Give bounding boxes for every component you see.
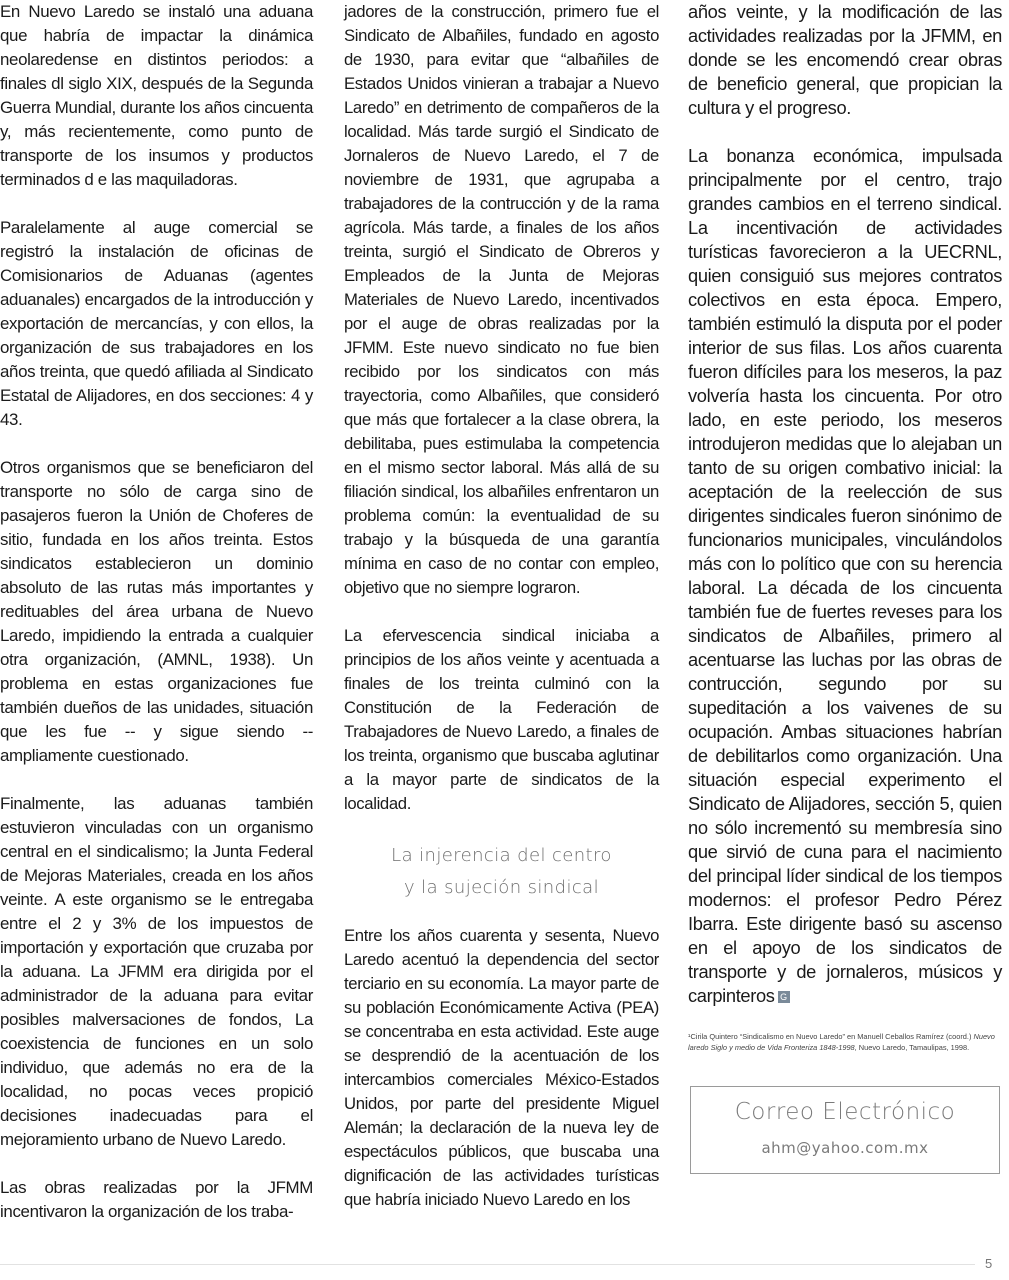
page-number: 5 bbox=[985, 1256, 993, 1271]
paragraph: jadores de la construcción, primero fue el Sindicato de Albañiles, fundado en agosto de 1930, para evitar que “albañiles de Estados Unidos vinieran a trabajar a Nuevo Laredo” en detrimento de compañeros de la localidad. Más tarde surgió el Sindicato de Jornaleros de Nuevo Laredo, el 7 de noviembre de 1931, que agrupaba a trabajadores de la contrucción y de la rama agrícola. Más tarde, a finales de los años treinta, surgió el Sindicato de Obreros y Empleados de la Junta de Mejoras Materiales de Nuevo Laredo, incentivados por el auge de obras realizadas por la JFMM. Este nuevo sindicato no fue bien recibido por los sindicatos con más trayectoria, como Albañiles, que consideró que más que fortalecer a la clase obrera, la debilitaba, pues estimulaba la competencia en el mismo sector laboral. Más allá de su filiación sindical, los albañiles enfrentaron un problema común: la eventualidad de su trabajo y la búsqueda de una garantía mínima en caso de no contar con empleo, objetivo que no siempre lograron. bbox=[344, 2, 659, 597]
subheading-line: y la sujeción sindical bbox=[404, 877, 599, 898]
section-subheading bbox=[344, 840, 659, 904]
paragraph-text: La bonanza económica, impulsada principalmente por el centro, trajo grandes cambios en el terreno sindical. La incentivación de actividades turísticas favorecieron a la UECRNL, quien consiguió sus mejores contratos colectivos en esta época. Empero, también estimuló la disputa por el poder interior de sus filas. Los años cuarenta fueron difíciles para los meseros, la paz volvería hasta los cincuenta. Por otro lado, en este periodo, los meseros introdujeron medidas que lo alejaban un tanto de su origen combativo inicial: la aceptación de la reelección de sus dirigentes sindicales fueron sinónimo de funcionarios municipales, vinculándolos más con lo político que con su herencia laboral. La década de los cincuenta también fue de fuertes reveses para los sindicatos de Albañiles, primero al acentuarse las luchas por las obras de contrucción, segundo por su supeditación a los vaivenes de su ocupación. Ambas situaciones habrían de debilitarlos como organización. Una situación especial experimento el Sindicato de Alijadores, sección 5, quien no sólo incrementó su membresía sino que sirvió de cuna para el nacimiento del principal líder sindical de los tiempos modernos: el profesor Pedro Pérez Ibarra. Este dirigente basó su ascenso en el apoyo de los sindicatos de transporte y de jornaleros, músicos y carpinteros bbox=[688, 145, 1002, 1006]
paragraph: La efervescencia sindical iniciaba a principios de los años veinte y acentuada a finales de los treinta culminó con la Constitución de la Federación de Trabajadores de Nuevo Laredo, a finales de los treinta, organismo que buscaba aglutinar a la mayor parte de sindicatos de la localidad. bbox=[344, 626, 659, 813]
paragraph: Las obras realizadas por la JFMM incentivaron la organización de los traba- bbox=[0, 1178, 313, 1221]
footnote-book-title: Nuevo laredo Siglo y medio de Vida Fronteriza 1848-1998 bbox=[688, 1032, 995, 1052]
email-address[interactable]: ahm@yahoo.com.mx bbox=[761, 1139, 929, 1157]
paragraph: En Nuevo Laredo se instaló una aduana que habría de impactar la dinámica neolaredense en distintos periodos: a finales dl siglo XIX, después de la Segunda Guerra Mundial, durante los años cincuenta y, más recientemente, como punto de transporte de los insumos y productos terminados d e las maquiladoras. bbox=[0, 2, 313, 189]
footnote bbox=[688, 1032, 1002, 1053]
subheading-line: La injerencia del centro bbox=[391, 845, 612, 866]
footnote-text: ¹Cirila Quintero “Sindicalismo en Nuevo Laredo” en Manuell Ceballos Ramírez (coord.) bbox=[688, 1032, 972, 1041]
footnote-text-end: , Nuevo Laredo, Tamaulipas, 1998. bbox=[854, 1042, 970, 1052]
paragraph: Finalmente, las aduanas también estuvieron vinculadas con un organismo central en el sindicalismo; la Junta Federal de Mejoras Materiales, creada en los años veinte. A este organismo se le entregaba entre el 2 y 3% de los impuestos de importación y exportación que cruzaba por la aduana. La JFMM era dirigida por el administrador de la aduana para evitar posibles malversaciones de fondos, La coexistencia de funciones en un solo individuo, que además no era de la localidad, no pocas veces propició decisiones inadecuadas para el mejoramiento urbano de Nuevo Laredo. bbox=[0, 794, 313, 1149]
article-column-2 bbox=[344, 0, 659, 1236]
article-column-3 bbox=[688, 0, 1002, 1077]
email-title: Correo Electrónico bbox=[734, 1099, 956, 1125]
paragraph: Paralelamente al auge comercial se registró la instalación de oficinas de Comisionarios de Aduanas (agentes aduanales) encargados de la introducción y exportación de mercancías, y con ellos, la organización de sus trabajadores en los años treinta, que quedó afiliada al Sindicato Estatal de Alijadores, en dos secciones: 4 y 43. bbox=[0, 218, 313, 429]
paragraph bbox=[688, 144, 1002, 1008]
footer-divider bbox=[0, 1264, 975, 1265]
paragraph: Otros organismos que se beneficiaron del transporte no sólo de carga sino de pasajeros fueron la Unión de Choferes de sitio, fundada en los años treinta. Estos sindicatos establecieron un dominio absoluto de las rutas más importantes y redituables del área urbana de Nuevo Laredo, impidiendo la entrada a cualquier otra organización, (AMNL, 1938). Un problema en estas organizaciones fue también dueños de las unidades, situación que les fue -- y sigue siendo -- ampliamente cuestionado. bbox=[0, 458, 313, 765]
paragraph: años veinte, y la modificación de las actividades realizadas por la JFMM, en donde se les encomendó crear obras de beneficio general, que propician la cultura y el progreso. bbox=[688, 1, 1002, 118]
end-of-article-icon: G bbox=[778, 991, 790, 1003]
article-column-1 bbox=[0, 0, 313, 1248]
paragraph: Entre los años cuarenta y sesenta, Nuevo Laredo acentuó la dependencia del sector terciario en su economía. La mayor parte de su población Económicamente Activa (PEA) se concentraba en esta actividad. Este auge se desprendió de la acentuación de los intercambios comerciales México-Estados Unidos, por parte del presidente Miguel Alemán; la declaración de la nueva ley de espectáculos públicos, que buscaba una dignificación de las actividades turísticas que habría iniciado Nuevo Laredo en los bbox=[344, 926, 659, 1209]
email-box bbox=[690, 1086, 1000, 1174]
